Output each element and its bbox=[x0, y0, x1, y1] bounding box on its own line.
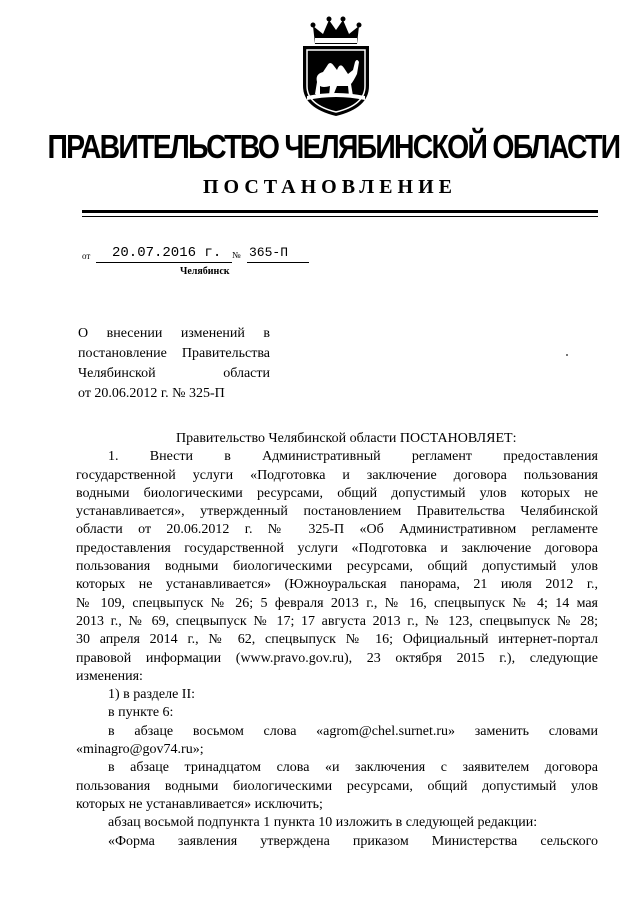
coat-of-arms-emblem bbox=[293, 16, 379, 119]
body-line: устанавливается», утвержденный постановлением Правительства Челябинской bbox=[76, 504, 598, 520]
body-line: Правительство Челябинской области ПОСТАНОВЛЯЕТ: bbox=[176, 431, 517, 446]
body-line: которых не устанавливается» (Южноуральская панорама, 21 июля 2012 г., bbox=[76, 577, 598, 593]
government-title: ПРАВИТЕЛЬСТВО ЧЕЛЯБИНСКОЙ ОБЛАСТИ bbox=[47, 128, 620, 165]
body-line: изменения: bbox=[76, 668, 143, 684]
document-date: 20.07.2016 г. bbox=[112, 245, 222, 261]
body-line: государственной услуги «Подготовка и заключение договора пользования bbox=[76, 467, 598, 483]
document-type: ПОСТАНОВЛЕНИЕ bbox=[203, 176, 457, 198]
number-sign: № bbox=[232, 250, 241, 260]
document-number: 365-П bbox=[249, 245, 289, 260]
body-line: пользования водными биологическими ресурсами, общий допустимый улов bbox=[76, 559, 598, 575]
document-body bbox=[76, 430, 598, 851]
number-underline bbox=[247, 262, 309, 263]
header-divider-thin bbox=[82, 216, 598, 217]
body-line: в пункте 6: bbox=[108, 705, 174, 721]
city-label: Челябинск bbox=[180, 266, 230, 277]
body-line: № 109, спецвыпуск № 26; 5 февраля 2013 г., № 16, спецвыпуск № 4; 14 мая bbox=[76, 595, 598, 611]
body-line: абзац восьмой подпункта 1 пункта 10 изложить в следующей редакции: bbox=[108, 815, 538, 831]
body-line: пользования водными биологическими ресурсами, общий допустимый улов bbox=[76, 778, 598, 794]
body-line: «Форма заявления утверждена приказом Министерства сельского bbox=[108, 833, 598, 849]
body-line: 30 апреля 2014 г., № 62, спецвыпуск № 16; Официальный интернет-портал bbox=[76, 632, 598, 648]
body-line: предоставления государственной услуги «Подготовка и заключение договора bbox=[76, 540, 598, 556]
body-line: «minagro@gov74.ru»; bbox=[76, 742, 204, 758]
body-line: в абзаце тринадцатом слова «и заключения с заявителем договора bbox=[108, 760, 598, 776]
subject-line: постановление Правительства bbox=[78, 346, 270, 361]
scan-speck bbox=[566, 354, 568, 356]
document-subject bbox=[78, 324, 270, 404]
body-line: правовой информации (www.pravo.gov.ru), 23 октября 2015 г.), следующие bbox=[76, 650, 598, 666]
date-prefix: от bbox=[82, 251, 91, 261]
body-line: которых не устанавливается» исключить; bbox=[76, 796, 323, 812]
header-divider-thick bbox=[82, 210, 598, 213]
body-line: в абзаце восьмом слова «agrom@chel.surnet.ru» заменить словами bbox=[108, 723, 598, 739]
body-line: 2013 г., № 69, спецвыпуск № 17; 17 августа 2013 г., № 123, спецвыпуск № 28; bbox=[76, 613, 598, 629]
subject-line: Челябинской области bbox=[78, 366, 270, 381]
subject-line: О внесении изменений в bbox=[78, 326, 270, 341]
body-line: области от 20.06.2012 г. № 325-П «Об Административном регламенте bbox=[76, 522, 598, 538]
date-underline bbox=[96, 262, 232, 263]
date-number-line bbox=[82, 245, 322, 265]
body-line: 1) в разделе II: bbox=[108, 687, 196, 703]
body-line: 1. Внести в Административный регламент предоставления bbox=[108, 449, 598, 465]
subject-line: от 20.06.2012 г. № 325-П bbox=[78, 386, 225, 401]
body-line: водными биологическими ресурсами, общий допустимый улов которых не bbox=[76, 485, 598, 501]
